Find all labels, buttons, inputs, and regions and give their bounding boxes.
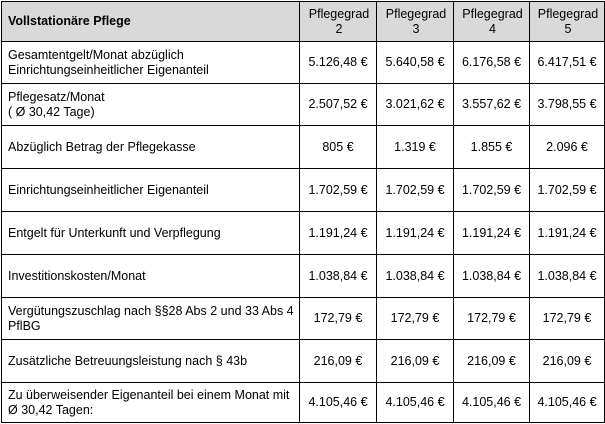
value-cell: 1.191,24 €	[300, 212, 377, 255]
value-cell: 172,79 €	[530, 298, 605, 340]
table-row	[2, 383, 605, 423]
value-cell: 1.702,59 €	[300, 169, 377, 212]
table-row	[2, 42, 605, 84]
value-cell: 4.105,46 €	[530, 383, 605, 423]
value-cell: 6.417,51 €	[530, 42, 605, 84]
value-cell: 1.191,24 €	[530, 212, 605, 255]
value-cell: 1.702,59 €	[454, 169, 530, 212]
value-cell: 3.557,62 €	[454, 84, 530, 126]
value-cell: 1.191,24 €	[454, 212, 530, 255]
grade-header-label: Pflegegrad	[462, 6, 523, 21]
row-label-line: Entgelt für Unterkunft und Verpflegung	[8, 225, 221, 240]
grade-header-number: 5	[564, 21, 572, 36]
row-label-line: Ø 30,42 Tagen:	[8, 402, 94, 417]
row-label	[2, 169, 300, 212]
value-cell: 2.507,52 €	[300, 84, 377, 126]
header-row	[2, 2, 605, 42]
table-row	[2, 212, 605, 255]
row-label	[2, 42, 300, 84]
table-title: Vollstationäre Pflege	[2, 2, 300, 42]
grade-header-4	[454, 2, 530, 42]
value-cell: 216,09 €	[454, 340, 530, 383]
value-cell: 216,09 €	[300, 340, 377, 383]
value-cell: 4.105,46 €	[300, 383, 377, 423]
row-label-line: Abzüglich Betrag der Pflegekasse	[8, 139, 196, 154]
table-row	[2, 255, 605, 298]
value-cell: 172,79 €	[377, 298, 454, 340]
value-cell: 2.096 €	[530, 126, 605, 169]
row-label	[2, 126, 300, 169]
value-cell: 216,09 €	[530, 340, 605, 383]
value-cell: 172,79 €	[454, 298, 530, 340]
value-cell: 5.126,48 €	[300, 42, 377, 84]
row-label-line: Pflegesatz/Monat	[8, 89, 105, 104]
value-cell: 1.038,84 €	[300, 255, 377, 298]
table-header	[2, 2, 605, 42]
value-cell: 1.038,84 €	[530, 255, 605, 298]
grade-header-number: 3	[412, 21, 420, 36]
value-cell: 4.105,46 €	[454, 383, 530, 423]
table-row	[2, 126, 605, 169]
value-cell: 3.021,62 €	[377, 84, 454, 126]
value-cell: 1.191,24 €	[377, 212, 454, 255]
value-cell: 216,09 €	[377, 340, 454, 383]
value-cell: 3.798,55 €	[530, 84, 605, 126]
grade-header-2	[300, 2, 377, 42]
value-cell: 4.105,46 €	[377, 383, 454, 423]
value-cell: 1.319 €	[377, 126, 454, 169]
row-label-line: Zusätzliche Betreuungsleistung nach § 43b	[8, 353, 248, 368]
value-cell: 1.038,84 €	[454, 255, 530, 298]
row-label-line: Gesamtentgelt/Monat abzüglich	[8, 47, 184, 62]
table-body	[2, 42, 605, 423]
row-label-line: PflBG	[8, 318, 41, 333]
value-cell: 1.038,84 €	[377, 255, 454, 298]
row-label	[2, 383, 300, 423]
row-label	[2, 84, 300, 126]
table-row	[2, 169, 605, 212]
value-cell: 1.702,59 €	[377, 169, 454, 212]
row-label	[2, 298, 300, 340]
grade-header-label: Pflegegrad	[537, 6, 599, 21]
value-cell: 172,79 €	[300, 298, 377, 340]
row-label-line: Einrichtungseinheitlicher Eigenanteil	[8, 62, 209, 77]
row-label-line: ( Ø 30,42 Tage)	[8, 104, 95, 119]
row-label-line: Investitionskosten/Monat	[8, 268, 146, 283]
grade-header-number: 4	[489, 21, 496, 36]
row-label	[2, 255, 300, 298]
row-label	[2, 340, 300, 383]
value-cell: 805 €	[300, 126, 377, 169]
grade-header-label: Pflegegrad	[385, 6, 447, 21]
row-label-line: Einrichtungseinheitlicher Eigenanteil	[8, 182, 209, 197]
table-row	[2, 340, 605, 383]
grade-header-label: Pflegegrad	[308, 6, 370, 21]
table-row	[2, 298, 605, 340]
table-row	[2, 84, 605, 126]
value-cell: 1.702,59 €	[530, 169, 605, 212]
value-cell: 1.855 €	[454, 126, 530, 169]
row-label-line: Vergütungszuschlag nach §§28 Abs 2 und 33 Abs 4	[8, 303, 294, 318]
value-cell: 6.176,58 €	[454, 42, 530, 84]
grade-header-3	[377, 2, 454, 42]
value-cell: 5.640,58 €	[377, 42, 454, 84]
grade-header-number: 2	[335, 21, 343, 36]
grade-header-5	[530, 2, 605, 42]
row-label	[2, 212, 300, 255]
care-cost-table	[1, 1, 605, 423]
row-label-line: Zu überweisender Eigenanteil bei einem Monat mit	[8, 387, 290, 402]
